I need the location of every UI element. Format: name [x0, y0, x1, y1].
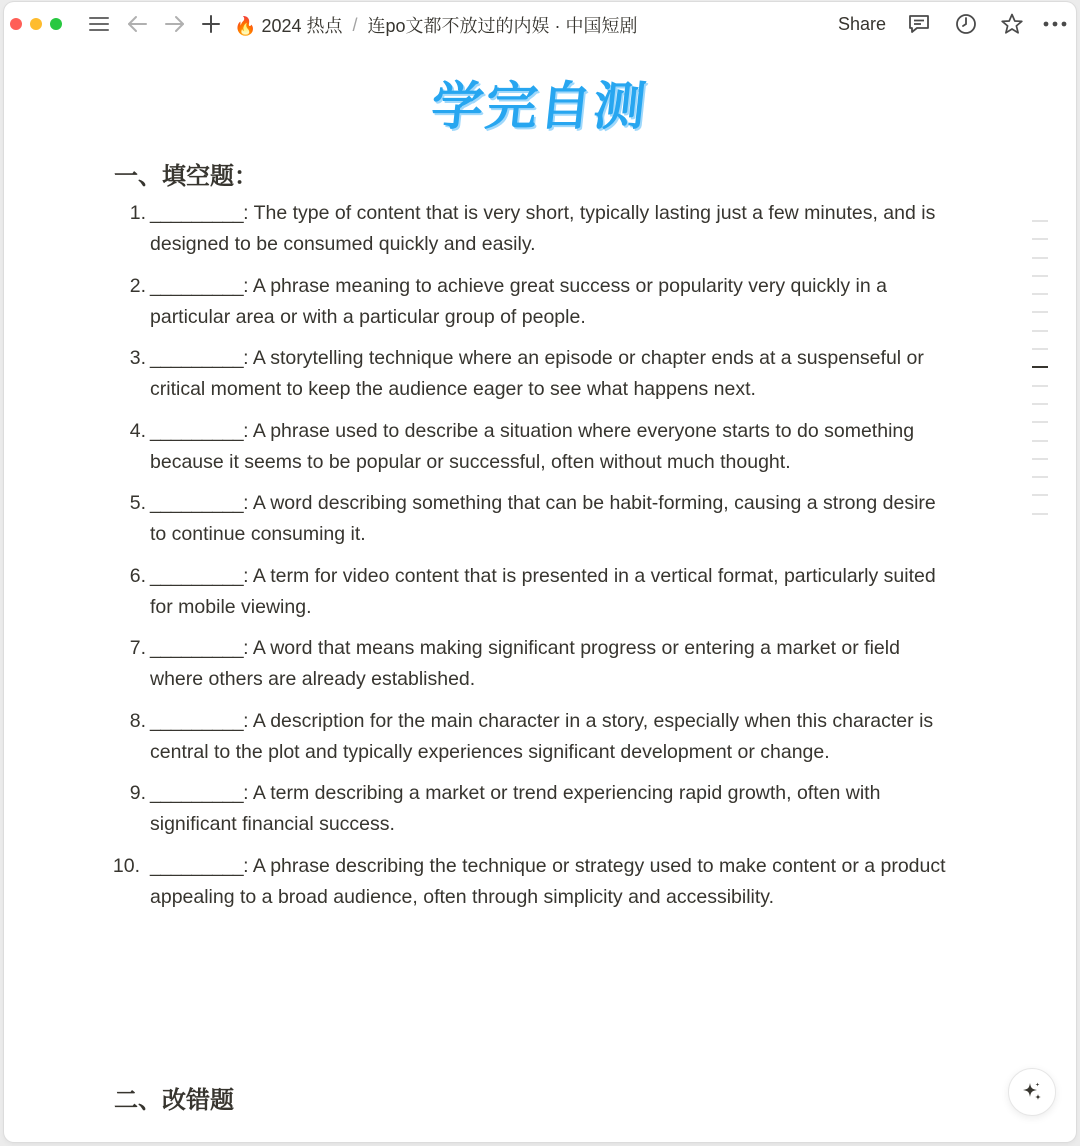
new-page-plus-icon[interactable]	[198, 11, 224, 37]
outline-tick[interactable]	[1032, 238, 1048, 240]
outline-tick[interactable]	[1032, 330, 1048, 332]
zoom-window-button[interactable]	[50, 18, 62, 30]
list-item: 7. _________: A word that means making significant progress or entering a market or field where others are already established.	[129, 637, 900, 690]
outline-tick[interactable]	[1032, 421, 1048, 423]
ai-assistant-button[interactable]	[1008, 1068, 1056, 1116]
banner-image	[4, 64, 1076, 139]
section-heading-fill-in: 一、填空题：	[114, 162, 258, 190]
banner-title: 学完自测	[428, 77, 651, 137]
comments-icon[interactable]	[906, 11, 932, 37]
window-controls	[10, 18, 62, 30]
list-item: 10. _________: A phrase describing the technique or strategy used to make content or a product appealing to a broad audience, often through simplicity and accessibility.	[112, 854, 946, 908]
list-item: 8. _________: A description for the main character in a story, especially when this character is central to the plot and typically experiences significant development or change.	[129, 709, 934, 763]
outline-tick[interactable]	[1032, 458, 1048, 460]
question-list	[114, 198, 954, 923]
fire-icon: 🔥	[234, 16, 257, 36]
forward-arrow-icon[interactable]	[162, 11, 188, 37]
minimize-window-button[interactable]	[30, 18, 42, 30]
outline-tick[interactable]	[1032, 311, 1048, 313]
list-item: 4. _________: A phrase used to describe a situation where everyone starts to do something because it seems to be popular or successful, often without much thought.	[129, 419, 915, 473]
outline-tick[interactable]	[1032, 494, 1048, 496]
list-item: 9. _________: A term describing a market or trend experiencing rapid growth, often with significant financial success.	[129, 782, 881, 835]
sparkle-icon	[1020, 1080, 1044, 1104]
breadcrumb	[234, 13, 638, 37]
breadcrumb-workspace[interactable]: 🔥 2024 热点	[234, 16, 343, 36]
list-item: 6. _________: A term for video content that is presented in a vertical format, particularly suited for mobile viewing.	[129, 564, 936, 618]
favorite-star-icon[interactable]	[999, 11, 1025, 37]
section-heading-correction: 二、改错题	[114, 1086, 234, 1114]
close-window-button[interactable]	[10, 18, 22, 30]
outline-tick[interactable]	[1032, 513, 1048, 515]
share-button[interactable]: Share	[838, 14, 887, 34]
list-item: 3. _________: A storytelling technique where an episode or chapter ends at a suspenseful or critical moment to keep the audience eager to see what happens next.	[129, 347, 924, 400]
outline-tick[interactable]	[1032, 257, 1048, 259]
outline-tick[interactable]	[1032, 275, 1048, 277]
list-item: 1. _________: The type of content that is very short, typically lasting just a few minutes, and is designed to be consumed quickly and easily.	[129, 202, 936, 255]
outline-tick[interactable]	[1032, 476, 1048, 478]
outline-tick[interactable]	[1032, 220, 1048, 222]
outline-tick[interactable]	[1032, 440, 1048, 442]
app-window	[4, 2, 1076, 1142]
breadcrumb-page[interactable]: 连po文都不放过的内娱 · 中国短剧	[367, 16, 638, 36]
outline-tick[interactable]	[1032, 385, 1048, 387]
back-arrow-icon[interactable]	[124, 11, 150, 37]
sidebar-menu-icon[interactable]	[86, 11, 112, 37]
top-bar	[4, 2, 1076, 46]
outline-tick-active[interactable]	[1032, 366, 1048, 368]
list-item: 5. _________: A word describing something that can be habit-forming, causing a strong desire to continue consuming it.	[129, 492, 936, 545]
more-options-icon[interactable]	[1042, 11, 1068, 37]
list-item: 2. _________: A phrase meaning to achieve great success or popularity very quickly in a particular area or with a particular group of people.	[129, 274, 887, 328]
outline-tick[interactable]	[1032, 348, 1048, 350]
outline-tick[interactable]	[1032, 293, 1048, 295]
breadcrumb-separator: /	[352, 14, 358, 35]
outline-tick[interactable]	[1032, 403, 1048, 405]
page-outline-minimap[interactable]	[1032, 220, 1050, 531]
history-clock-icon[interactable]	[953, 11, 979, 37]
